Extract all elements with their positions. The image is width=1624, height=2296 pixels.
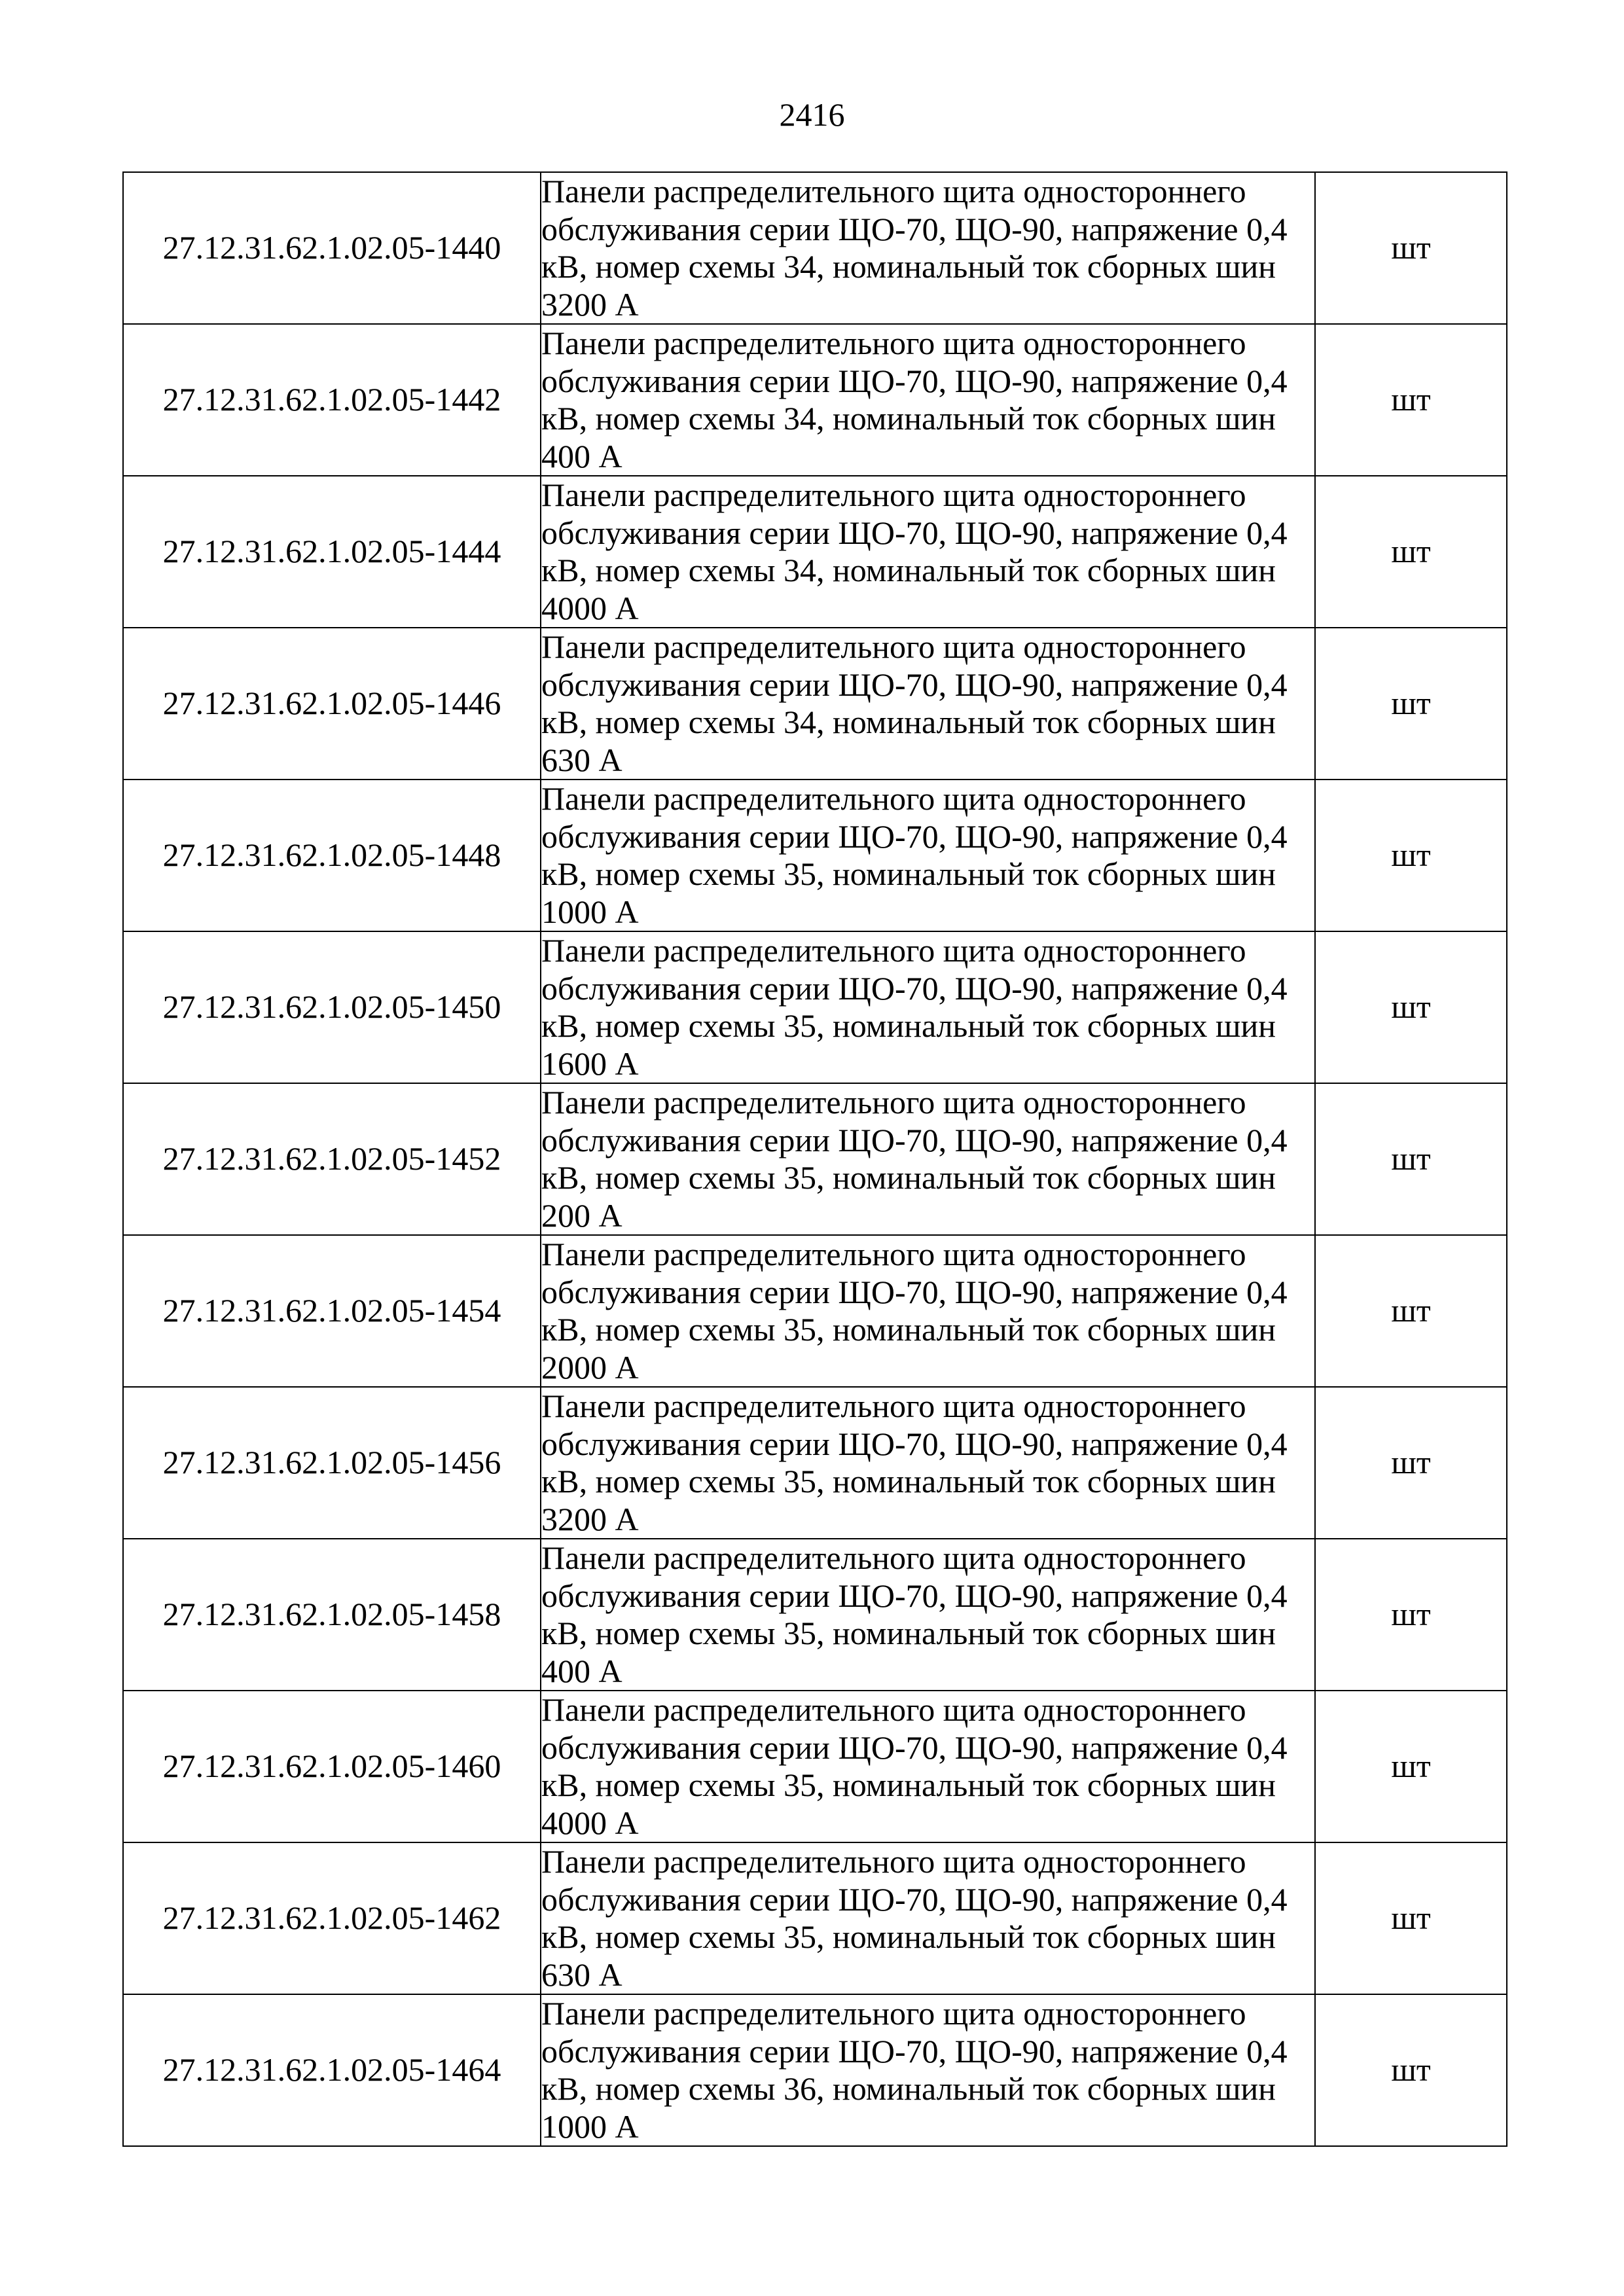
table-body [123, 172, 1507, 2146]
description-cell: Панели распределительного щита одностороннего обслуживания серии ЩО-70, ЩО-90, напряжение 0,4 кВ, номер схемы 35, номинальный ток сборных шин 4000 А [541, 1691, 1315, 1842]
unit-cell: шт [1315, 1842, 1507, 1994]
unit-cell: шт [1315, 476, 1507, 628]
unit-cell: шт [1315, 628, 1507, 780]
table-row [123, 628, 1507, 780]
description-cell: Панели распределительного щита одностороннего обслуживания серии ЩО-70, ЩО-90, напряжение 0,4 кВ, номер схемы 34, номинальный ток сборных шин 400 А [541, 324, 1315, 476]
table-row [123, 476, 1507, 628]
table-row [123, 1994, 1507, 2146]
unit-cell: шт [1315, 172, 1507, 324]
code-cell: 27.12.31.62.1.02.05-1440 [123, 172, 541, 324]
unit-cell: шт [1315, 1387, 1507, 1539]
code-cell: 27.12.31.62.1.02.05-1456 [123, 1387, 541, 1539]
table-row [123, 1691, 1507, 1842]
unit-cell: шт [1315, 931, 1507, 1083]
page-number: 2416 [779, 96, 845, 133]
unit-cell: шт [1315, 1691, 1507, 1842]
table-row [123, 931, 1507, 1083]
description-cell: Панели распределительного щита одностороннего обслуживания серии ЩО-70, ЩО-90, напряжение 0,4 кВ, номер схемы 35, номинальный ток сборных шин 3200 А [541, 1387, 1315, 1539]
description-cell: Панели распределительного щита одностороннего обслуживания серии ЩО-70, ЩО-90, напряжение 0,4 кВ, номер схемы 35, номинальный ток сборных шин 2000 А [541, 1235, 1315, 1387]
code-cell: 27.12.31.62.1.02.05-1464 [123, 1994, 541, 2146]
description-cell: Панели распределительного щита одностороннего обслуживания серии ЩО-70, ЩО-90, напряжение 0,4 кВ, номер схемы 35, номинальный ток сборных шин 1600 А [541, 931, 1315, 1083]
description-cell: Панели распределительного щита одностороннего обслуживания серии ЩО-70, ЩО-90, напряжение 0,4 кВ, номер схемы 34, номинальный ток сборных шин 3200 А [541, 172, 1315, 324]
code-cell: 27.12.31.62.1.02.05-1446 [123, 628, 541, 780]
code-cell: 27.12.31.62.1.02.05-1458 [123, 1539, 541, 1691]
code-cell: 27.12.31.62.1.02.05-1462 [123, 1842, 541, 1994]
unit-cell: шт [1315, 324, 1507, 476]
code-cell: 27.12.31.62.1.02.05-1454 [123, 1235, 541, 1387]
code-cell: 27.12.31.62.1.02.05-1460 [123, 1691, 541, 1842]
code-cell: 27.12.31.62.1.02.05-1444 [123, 476, 541, 628]
table-row [123, 324, 1507, 476]
description-cell: Панели распределительного щита одностороннего обслуживания серии ЩО-70, ЩО-90, напряжение 0,4 кВ, номер схемы 35, номинальный ток сборных шин 400 А [541, 1539, 1315, 1691]
resource-table [122, 171, 1507, 2147]
unit-cell: шт [1315, 780, 1507, 931]
code-cell: 27.12.31.62.1.02.05-1450 [123, 931, 541, 1083]
unit-cell: шт [1315, 1235, 1507, 1387]
table-row [123, 172, 1507, 324]
description-cell: Панели распределительного щита одностороннего обслуживания серии ЩО-70, ЩО-90, напряжение 0,4 кВ, номер схемы 34, номинальный ток сборных шин 630 А [541, 628, 1315, 780]
description-cell: Панели распределительного щита одностороннего обслуживания серии ЩО-70, ЩО-90, напряжение 0,4 кВ, номер схемы 35, номинальный ток сборных шин 200 А [541, 1083, 1315, 1235]
table-row [123, 1083, 1507, 1235]
code-cell: 27.12.31.62.1.02.05-1448 [123, 780, 541, 931]
table-row [123, 780, 1507, 931]
unit-cell: шт [1315, 1083, 1507, 1235]
unit-cell: шт [1315, 1994, 1507, 2146]
description-cell: Панели распределительного щита одностороннего обслуживания серии ЩО-70, ЩО-90, напряжение 0,4 кВ, номер схемы 35, номинальный ток сборных шин 630 А [541, 1842, 1315, 1994]
table-row [123, 1235, 1507, 1387]
description-cell: Панели распределительного щита одностороннего обслуживания серии ЩО-70, ЩО-90, напряжение 0,4 кВ, номер схемы 36, номинальный ток сборных шин 1000 А [541, 1994, 1315, 2146]
description-cell: Панели распределительного щита одностороннего обслуживания серии ЩО-70, ЩО-90, напряжение 0,4 кВ, номер схемы 35, номинальный ток сборных шин 1000 А [541, 780, 1315, 931]
table-row [123, 1842, 1507, 1994]
code-cell: 27.12.31.62.1.02.05-1452 [123, 1083, 541, 1235]
table-row [123, 1539, 1507, 1691]
table-row [123, 1387, 1507, 1539]
description-cell: Панели распределительного щита одностороннего обслуживания серии ЩО-70, ЩО-90, напряжение 0,4 кВ, номер схемы 34, номинальный ток сборных шин 4000 А [541, 476, 1315, 628]
unit-cell: шт [1315, 1539, 1507, 1691]
code-cell: 27.12.31.62.1.02.05-1442 [123, 324, 541, 476]
